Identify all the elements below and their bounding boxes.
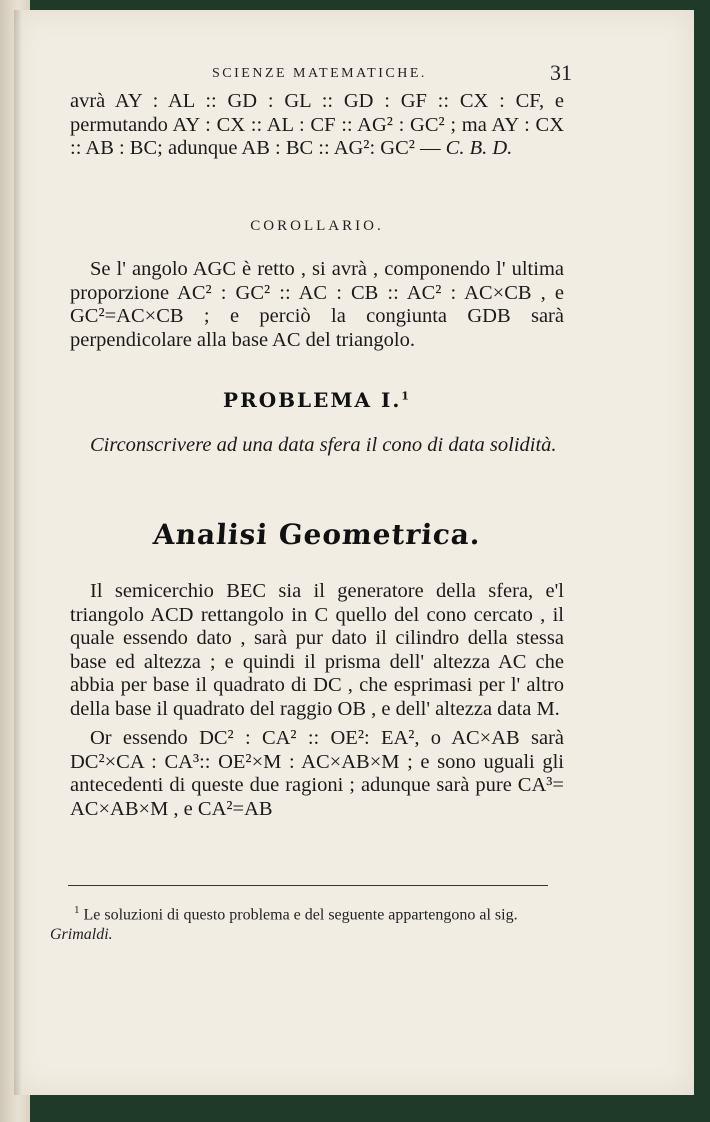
qed-mark: C. B. D. xyxy=(445,137,513,159)
proof-end-paragraph xyxy=(70,90,564,161)
analysis-heading: Analisi Geometrica. xyxy=(151,518,483,551)
problem-heading xyxy=(70,388,564,412)
problem-statement: Circonscrivere ad una data sfera il cono di data solidità. xyxy=(90,434,557,456)
footnote-rule xyxy=(68,885,548,886)
analysis-paragraph-1: Il semicerchio BEC sia il generatore della sfera, e'l triangolo ACD rettangolo in C quello del cono cercato , il quale essendo dato , sarà pur dato il cilindro della stessa base ed altezza ; e quindi il prisma dell' altezza AC che abbia per base il quadrato di DC , che esprimasi per l' altro della base il quadrato del raggio OB , e dell' altezza data M. xyxy=(70,580,564,720)
footnote-author: Grimaldi. xyxy=(50,926,113,944)
footnote-marker: 1 xyxy=(74,904,80,916)
corollary-block xyxy=(70,258,564,352)
page-gutter-shadow xyxy=(14,10,22,1095)
proof-end-block xyxy=(70,90,564,161)
proof-end-text: avrà AY : AL :: GD : GL :: GD : GF :: CX : CF, e permutando AY : CX :: AL : CF :: AG² : GC² ; ma AY : CX :: AB : BC; adunque AB : BC :: AG²: GC² — xyxy=(70,90,564,159)
corollary-heading: COROLLARIO. xyxy=(250,218,384,234)
analysis-paragraph-2: Or essendo DC² : CA² :: OE²: EA², o AC×AB sarà DC²×CA : CA³:: OE²×M : AC×AB×M ; e sono uguali gli antecedenti di queste due ragioni ; adunque sarà pure CA³= AC×AB×M , e CA²=AB xyxy=(70,727,564,820)
page-number: 31 xyxy=(550,60,572,85)
problem-footnote-marker: 1 xyxy=(401,389,411,403)
problem-statement-block xyxy=(70,434,564,458)
problem-heading-text: PROBLEMA I. xyxy=(223,388,402,412)
running-head: SCIENZE MATEMATICHE. xyxy=(212,66,427,81)
footnote xyxy=(50,900,564,945)
footnote-text: Le soluzioni di questo problema e del seguente appartengono al sig. xyxy=(83,906,518,924)
page-header xyxy=(68,62,572,90)
corollary-paragraph: Se l' angolo AGC è retto , si avrà , componendo l' ultima proporzione AC² : GC² :: AC : CB :: AC² : AC×CB , e GC²=AC×CB ; e perciò la congiunta GDB sarà perpendicolare alla base AC del triangolo. xyxy=(70,258,564,351)
analysis-block xyxy=(70,580,564,821)
